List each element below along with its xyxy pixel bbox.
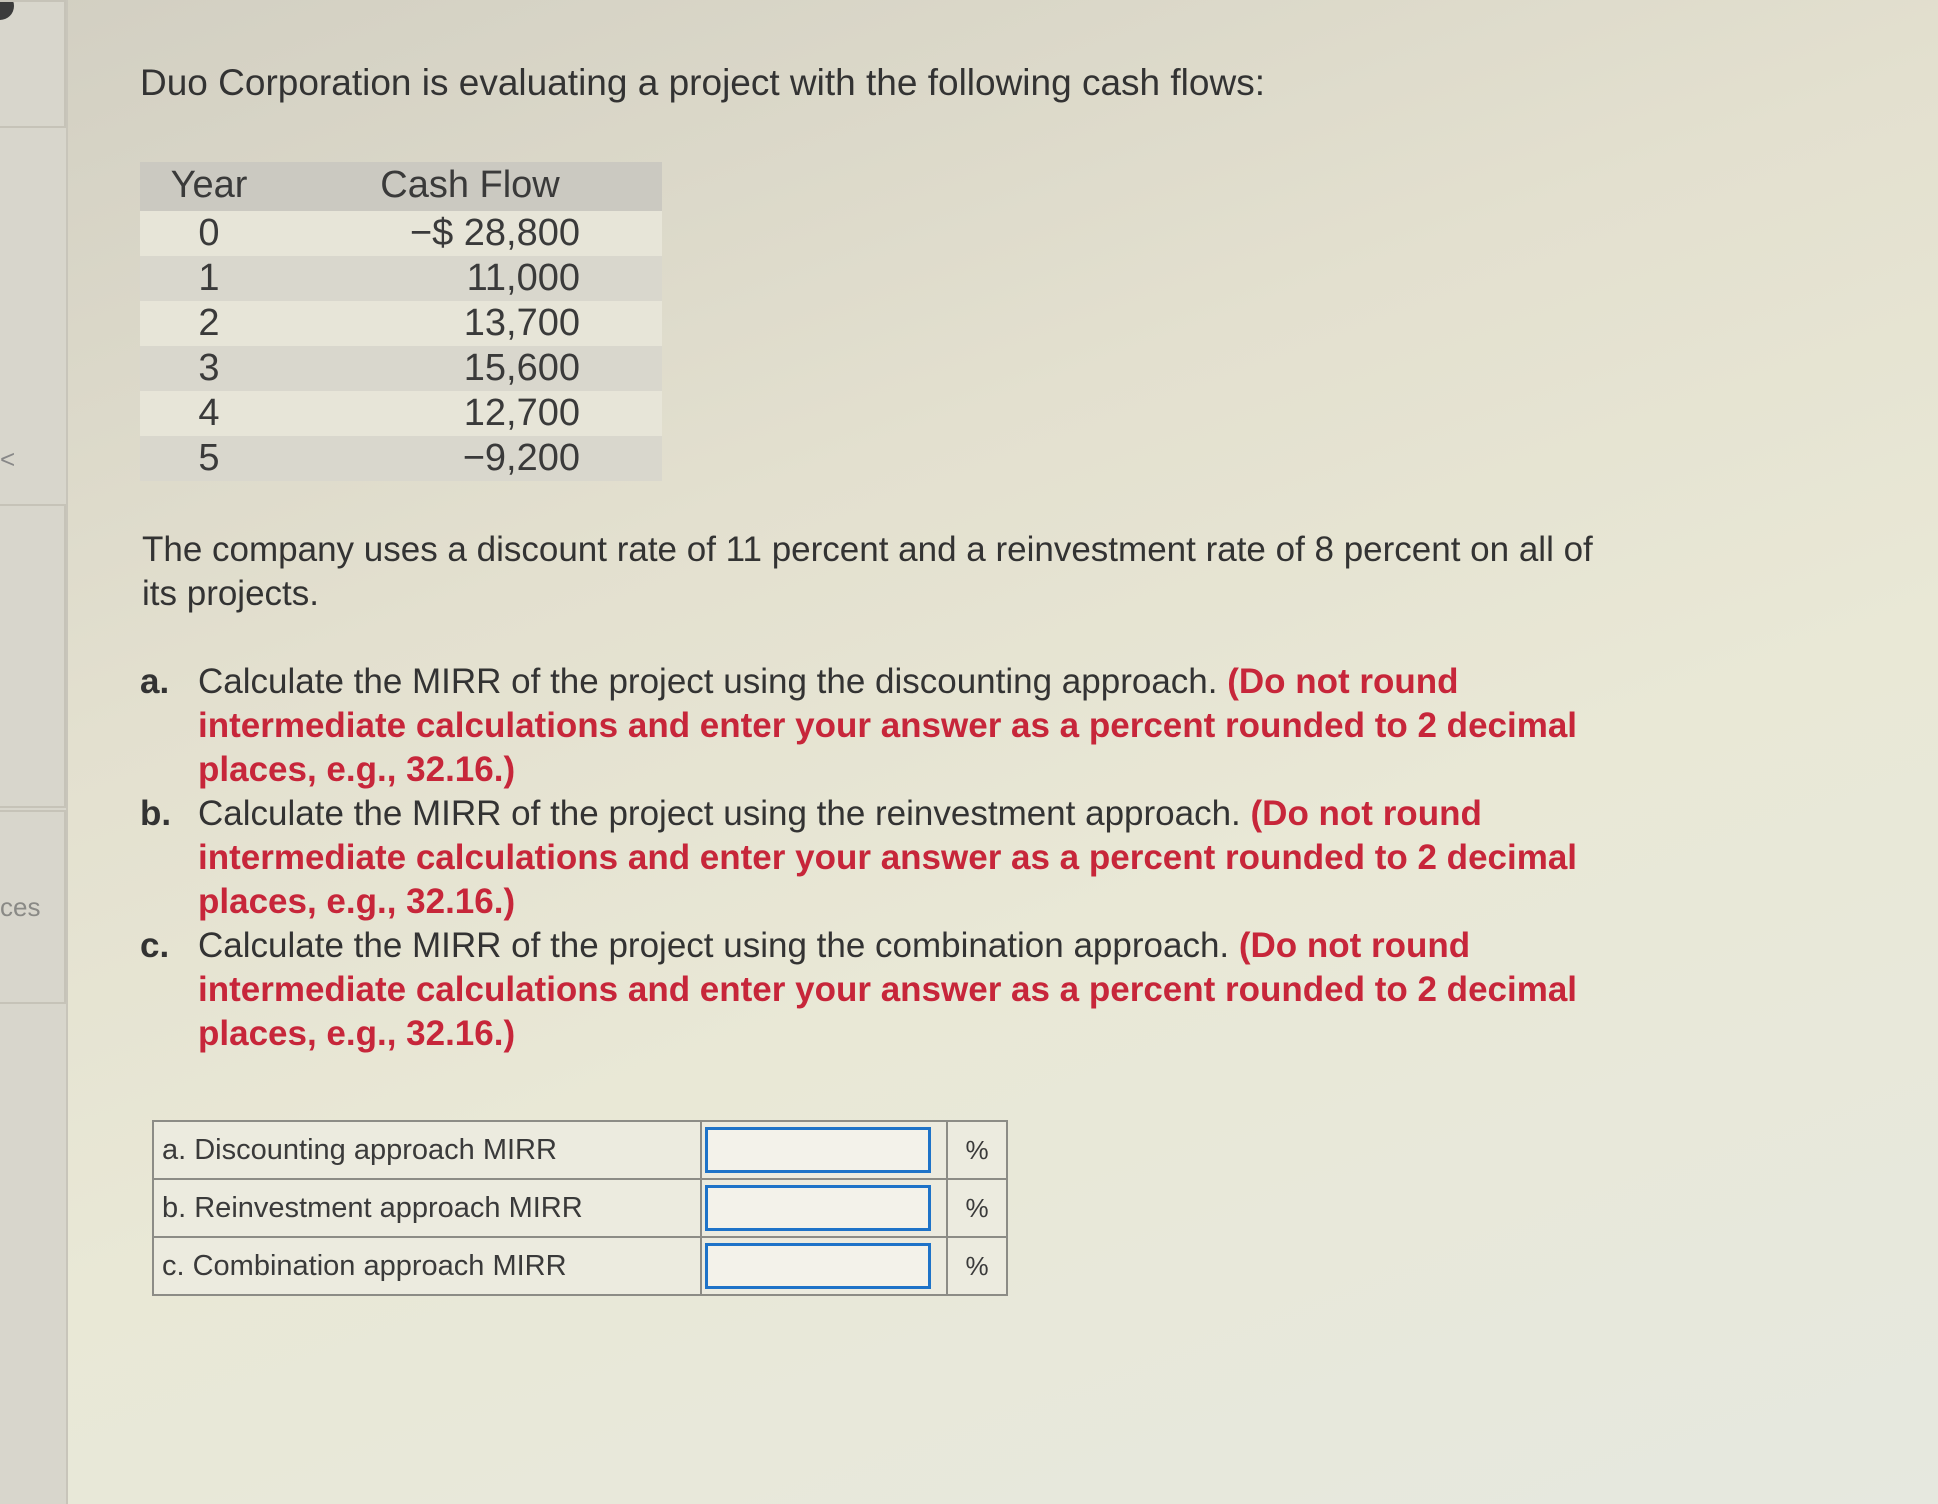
discounting-mirr-input[interactable] (705, 1127, 931, 1173)
rates-paragraph: The company uses a discount rate of 11 percent and a reinvestment rate of 8 percent on all of its projects. (142, 530, 1593, 613)
table-row (140, 391, 662, 436)
sidebar-panel (0, 0, 66, 128)
question-letter: a. (140, 662, 170, 701)
question-text: Calculate the MIRR of the project using the combination approach. (198, 926, 1230, 965)
cash-flow-cell: 11,000 (278, 256, 662, 301)
column-header-cash-flow: Cash Flow (278, 162, 662, 211)
year-cell: 3 (140, 346, 278, 391)
question-a (138, 660, 1618, 792)
answer-label: b. Reinvestment approach MIRR (153, 1179, 701, 1237)
table-row (140, 256, 662, 301)
question-instruction: (Do not round intermediate calculations and enter your answer as a percent rounded to 2 decimal places, e.g., 32.16.) (198, 794, 1578, 921)
question-text: Calculate the MIRR of the project using the reinvestment approach. (198, 794, 1241, 833)
cash-flow-cell: 12,700 (278, 391, 662, 436)
year-cell: 2 (140, 301, 278, 346)
question-instruction: (Do not round intermediate calculations and enter your answer as a percent rounded to 2 decimal places, e.g., 32.16.) (198, 662, 1578, 789)
year-cell: 0 (140, 211, 278, 256)
year-cell: 5 (140, 436, 278, 481)
sidebar-label[interactable]: ces (0, 892, 41, 922)
percent-unit: % (947, 1179, 1007, 1237)
cash-flow-cell: 13,700 (278, 301, 662, 346)
table-row (140, 211, 662, 256)
column-header-year: Year (140, 162, 278, 211)
table-row (140, 301, 662, 346)
table-row (140, 436, 662, 481)
chevron-left-icon[interactable]: < (0, 444, 16, 474)
cash-flow-cell: −9,200 (278, 436, 662, 481)
year-cell: 4 (140, 391, 278, 436)
answer-row (153, 1179, 1007, 1237)
year-cell: 1 (140, 256, 278, 301)
cash-flow-cell: −$ 28,800 (278, 211, 662, 256)
table-row (140, 346, 662, 391)
question-instruction: (Do not round intermediate calculations and enter your answer as a percent rounded to 2 decimal places, e.g., 32.16.) (198, 926, 1578, 1053)
answer-cell (701, 1179, 947, 1237)
answer-table (152, 1120, 1008, 1296)
left-sidebar (0, 0, 68, 1504)
percent-unit: % (947, 1121, 1007, 1179)
answer-row (153, 1237, 1007, 1295)
cash-flow-cell: 15,600 (278, 346, 662, 391)
question-letter: c. (140, 926, 170, 965)
reinvestment-mirr-input[interactable] (705, 1185, 931, 1231)
answer-row (153, 1121, 1007, 1179)
question-c (138, 924, 1618, 1056)
percent-unit: % (947, 1237, 1007, 1295)
question-letter: b. (140, 794, 172, 833)
combination-mirr-input[interactable] (705, 1243, 931, 1289)
question-b (138, 792, 1618, 924)
sidebar-panel (0, 504, 66, 808)
question-text: Calculate the MIRR of the project using the discounting approach. (198, 662, 1218, 701)
answer-cell (701, 1237, 947, 1295)
answer-cell (701, 1121, 947, 1179)
answer-label: a. Discounting approach MIRR (153, 1121, 701, 1179)
problem-intro: Duo Corporation is evaluating a project with the following cash flows: (140, 62, 1265, 103)
cash-flow-table (140, 162, 662, 481)
answer-label: c. Combination approach MIRR (153, 1237, 701, 1295)
question-list (138, 660, 1618, 1056)
